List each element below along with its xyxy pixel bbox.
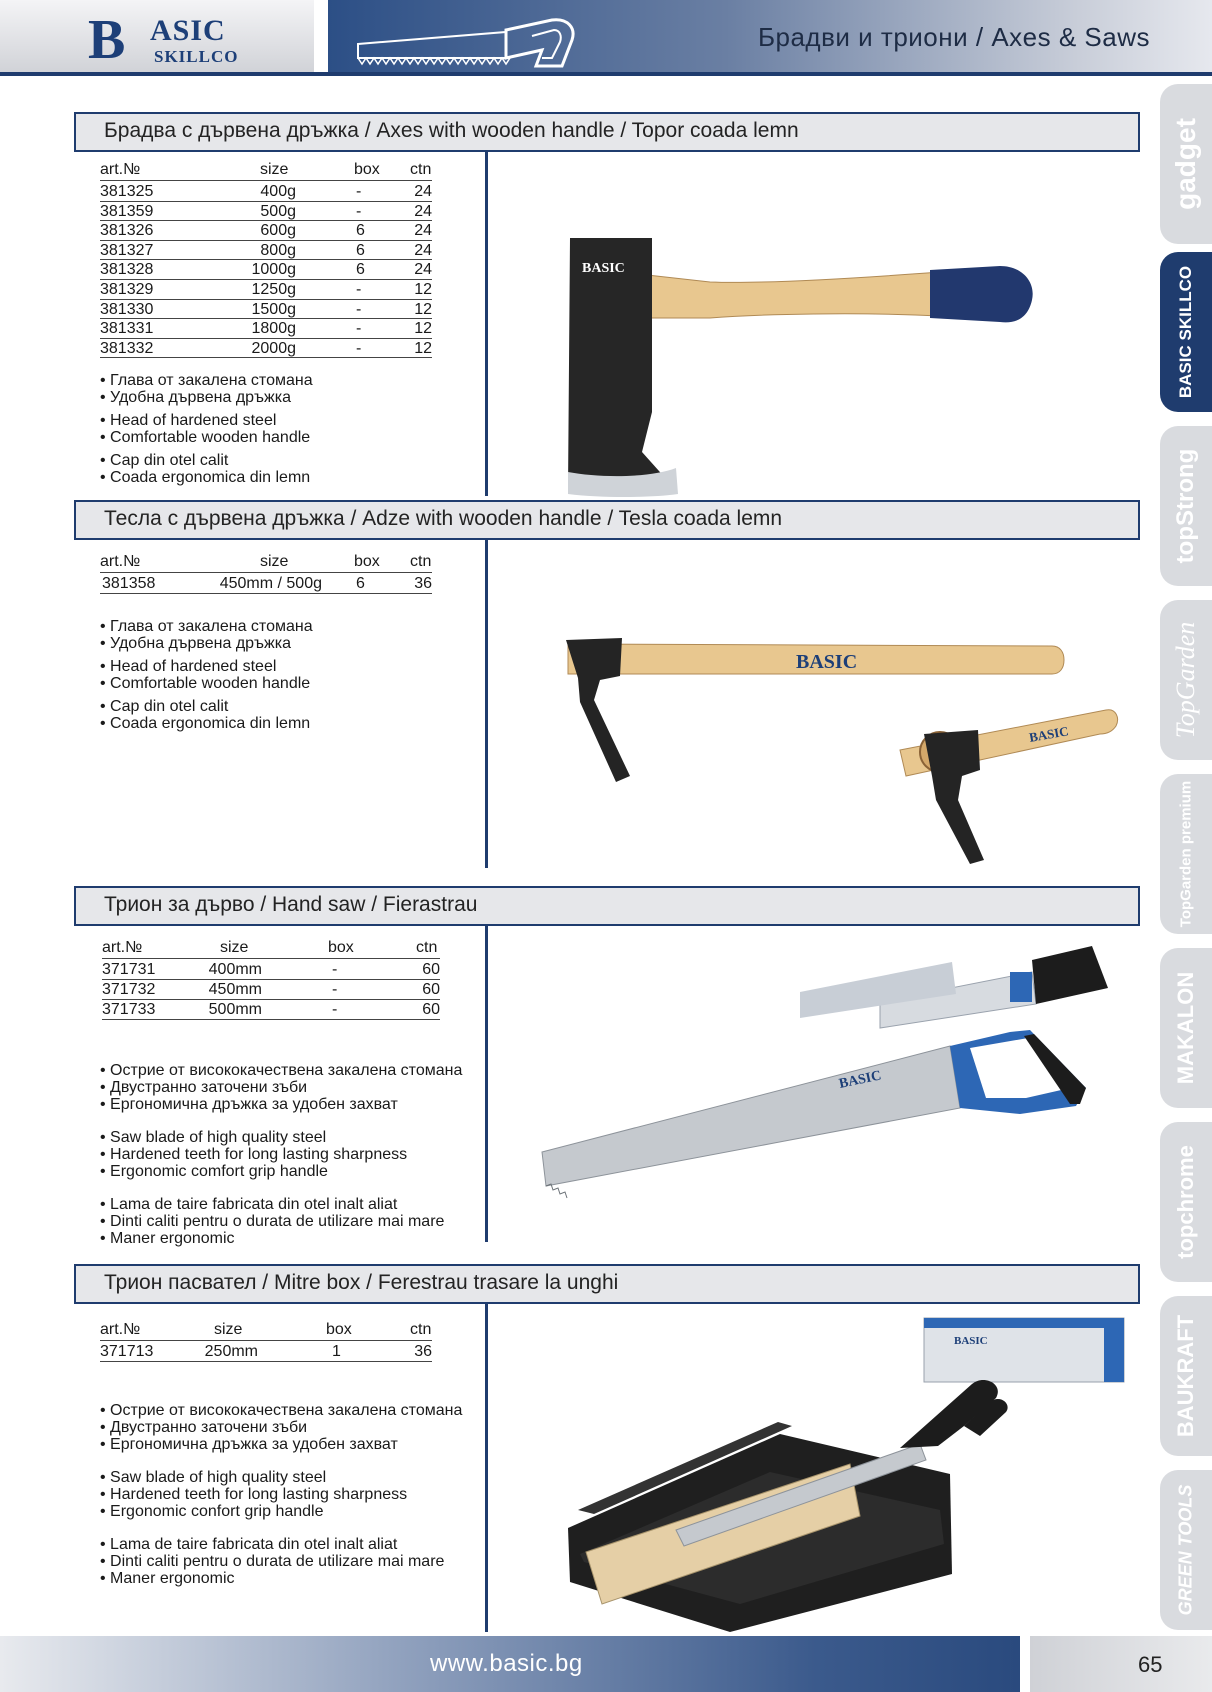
tab-label: BAUKRAFT — [1173, 1314, 1198, 1438]
table-cell: 381358 — [102, 575, 156, 592]
feature-item: • Острие от висококачествена закалена стомана — [100, 1402, 463, 1419]
table-cell: 381327 — [100, 241, 154, 259]
table-cell: 12 — [414, 300, 432, 318]
row-divider — [100, 357, 432, 358]
feature-item: • Comfortable wooden handle — [100, 675, 311, 692]
column-header: art.№ — [100, 1321, 141, 1338]
column-header: box — [354, 553, 380, 570]
table-cell: 6 — [356, 222, 365, 240]
feature-list — [100, 372, 313, 492]
feature-item: • Coada ergonomica din lemn — [100, 469, 311, 486]
feature-item: • Ergonomic comfort grip handle — [100, 1163, 328, 1180]
row-divider — [100, 1361, 432, 1362]
tab-label: GREEN TOOLS — [1175, 1484, 1196, 1616]
table-cell: 1 — [332, 1343, 341, 1360]
table-cell: 381326 — [100, 222, 154, 240]
tab-baukraft[interactable] — [1160, 1296, 1212, 1456]
table-cell: 500g — [260, 202, 296, 220]
tab-topgarden[interactable] — [1160, 600, 1212, 760]
column-header: ctn — [410, 1321, 432, 1338]
table-cell: 381330 — [100, 300, 154, 318]
feature-item: • Maner ergonomic — [100, 1570, 235, 1587]
table-cell: - — [356, 183, 362, 200]
mitre-box-image — [560, 1314, 1140, 1634]
tab-label: topchrome — [1173, 1145, 1198, 1259]
feature-item: • Cap din otel calit — [100, 698, 229, 715]
column-header: art.№ — [102, 939, 143, 956]
section-hand-saw — [0, 886, 1160, 1247]
product-table — [102, 938, 440, 1038]
table-cell: 1500g — [251, 300, 296, 318]
product-table — [100, 1320, 432, 1380]
column-header: art.№ — [100, 161, 141, 178]
svg-text:BASIC: BASIC — [954, 1335, 988, 1347]
section-adze — [0, 500, 1160, 868]
feature-item: • Saw blade of high quality steel — [100, 1469, 327, 1486]
row-divider — [100, 593, 432, 594]
table-cell: - — [332, 1001, 338, 1018]
header-title-panel — [328, 0, 1212, 76]
section-mitre-box — [0, 1264, 1160, 1632]
table-cell: 381359 — [100, 202, 154, 220]
column-header: size — [220, 939, 249, 956]
adze-image — [560, 630, 1120, 870]
tab-topchrome[interactable] — [1160, 1122, 1212, 1282]
tab-label: TopGarden premium — [1177, 780, 1195, 928]
svg-text:BASIC: BASIC — [796, 651, 858, 673]
feature-item: • Удобна дървена дръжка — [100, 635, 292, 652]
brand-tabs — [1160, 84, 1212, 1644]
table-cell: 6 — [356, 575, 365, 592]
column-header: art.№ — [100, 553, 141, 570]
page-number: 65 — [1138, 1652, 1163, 1677]
website-url[interactable]: www.basic.bg — [430, 1650, 583, 1677]
table-cell: 450mm — [208, 981, 262, 998]
table-cell: 371731 — [102, 961, 156, 978]
tab-basic-skillco[interactable] — [1160, 252, 1212, 412]
tab-label: gadget — [1170, 118, 1201, 210]
tab-topstrong[interactable] — [1160, 426, 1212, 586]
table-cell: - — [356, 202, 362, 220]
table-cell: 371713 — [100, 1343, 154, 1360]
feature-item: • Ергономична дръжка за удобен захват — [100, 1436, 398, 1453]
axe-image — [560, 232, 1080, 542]
feature-list — [100, 618, 313, 738]
column-header: size — [260, 161, 289, 178]
hand-saw-icon — [356, 14, 582, 70]
table-cell: 12 — [414, 320, 432, 338]
table-cell: 381325 — [100, 183, 154, 200]
svg-text:BASIC: BASIC — [582, 261, 625, 276]
svg-text:BASIC: BASIC — [837, 1068, 883, 1092]
table-cell: - — [332, 961, 338, 978]
column-header: box — [354, 161, 380, 178]
feature-item: • Удобна дървена дръжка — [100, 389, 292, 406]
feature-item: • Острие от висококачествена закалена стомана — [100, 1062, 463, 1079]
table-cell: 60 — [422, 1001, 440, 1018]
feature-item: • Глава от закалена стомана — [100, 618, 313, 635]
table-cell: 36 — [414, 1343, 432, 1360]
table-cell: 381329 — [100, 281, 154, 298]
feature-item: • Lama de taire fabricata din otel inalt aliat — [100, 1536, 398, 1553]
section-title: Брадва с дървена дръжка / Axes with wooden handle / Topor coada lemn — [104, 119, 799, 142]
product-table — [100, 552, 432, 612]
feature-item: • Dinti caliti pentru o durata de utilizare mai mare — [100, 1213, 445, 1230]
table-cell: 24 — [414, 202, 432, 220]
row-divider — [102, 1019, 440, 1020]
basic-skillco-logo: B ASIC SKILLCO — [88, 9, 239, 71]
table-cell: 24 — [414, 241, 432, 259]
table-cell: 371732 — [102, 981, 156, 998]
section-title: Трион за дърво / Hand saw / Fierastrau — [104, 893, 478, 916]
table-cell: - — [356, 339, 362, 357]
table-cell: 1000g — [251, 261, 296, 279]
tab-green-tools[interactable] — [1160, 1470, 1212, 1630]
page-header — [0, 0, 1212, 76]
column-header: size — [214, 1321, 243, 1338]
header-logo-panel — [0, 0, 318, 76]
table-cell: - — [356, 320, 362, 338]
tab-label: topStrong — [1172, 448, 1199, 564]
hand-saw-image — [540, 938, 1140, 1238]
feature-list — [100, 1062, 462, 1247]
feature-item: • Comfortable wooden handle — [100, 429, 311, 446]
table-cell: 6 — [356, 241, 365, 259]
table-cell: 1800g — [251, 320, 296, 338]
feature-item: • Двустранно заточени зъби — [100, 1419, 308, 1436]
column-header: box — [326, 1321, 352, 1338]
table-cell: 36 — [414, 575, 432, 592]
table-cell: 381328 — [100, 261, 154, 279]
feature-item: • Глава от закалена стомана — [100, 372, 313, 389]
section-title: Тесла с дървена дръжка / Adze with wooden handle / Tesla coada lemn — [104, 507, 783, 530]
tab-label: TopGarden — [1171, 621, 1200, 739]
table-cell: 2000g — [251, 339, 296, 357]
table-cell: 400mm — [208, 961, 262, 978]
table-cell: 24 — [414, 183, 432, 200]
tab-makalon[interactable] — [1160, 948, 1212, 1108]
table-cell: 800g — [260, 241, 296, 259]
feature-item: • Lama de taire fabricata din otel inalt aliat — [100, 1196, 398, 1213]
table-cell: 24 — [414, 222, 432, 240]
column-header: ctn — [410, 553, 432, 570]
table-cell: 12 — [414, 281, 432, 298]
tab-label: MAKALON — [1173, 971, 1198, 1085]
table-cell: 381332 — [100, 339, 154, 357]
tab-label: BASIC SKILLCO — [1176, 265, 1195, 399]
table-cell: 60 — [422, 961, 440, 978]
table-cell: - — [332, 981, 338, 998]
table-cell: 500mm — [208, 1001, 262, 1018]
section-title: Трион пасвател / Mitre box / Ferestrau trasare la unghi — [104, 1271, 619, 1294]
feature-item: • Hardened teeth for long lasting sharpness — [100, 1486, 408, 1503]
table-cell: 12 — [414, 339, 432, 357]
table-cell: 450mm / 500g — [219, 575, 322, 592]
feature-item: • Head of hardened steel — [100, 658, 277, 675]
tab-gadget[interactable] — [1160, 84, 1212, 244]
column-header: ctn — [416, 939, 438, 956]
page-title: Брадви и триони / Axes & Saws — [757, 22, 1150, 52]
feature-item: • Двустранно заточени зъби — [100, 1079, 308, 1096]
feature-list — [100, 1402, 462, 1587]
table-cell: 60 — [422, 981, 440, 998]
feature-item: • Cap din otel calit — [100, 452, 229, 469]
table-cell: 24 — [414, 261, 432, 279]
table-cell: 381331 — [100, 320, 154, 338]
column-header: box — [328, 939, 354, 956]
feature-item: • Hardened teeth for long lasting sharpness — [100, 1146, 408, 1163]
page-footer — [0, 1636, 1212, 1692]
svg-text:BASIC: BASIC — [1027, 723, 1070, 745]
feature-item: • Ергономична дръжка за удобен захват — [100, 1096, 398, 1113]
column-header: size — [260, 553, 289, 570]
feature-item: • Ergonomic confort grip handle — [100, 1503, 324, 1520]
feature-item: • Dinti caliti pentru o durata de utilizare mai mare — [100, 1553, 445, 1570]
tab-topgarden-premium[interactable] — [1160, 774, 1212, 934]
table-cell: 371733 — [102, 1001, 156, 1018]
column-header: ctn — [410, 161, 432, 178]
table-cell: 6 — [356, 261, 365, 279]
table-cell: 400g — [260, 183, 296, 200]
feature-item: • Head of hardened steel — [100, 412, 277, 429]
table-cell: 250mm — [204, 1343, 258, 1360]
feature-item: • Coada ergonomica din lemn — [100, 715, 311, 732]
table-cell: - — [356, 300, 362, 318]
feature-item: • Saw blade of high quality steel — [100, 1129, 327, 1146]
feature-item: • Maner ergonomic — [100, 1230, 235, 1247]
table-cell: 1250g — [251, 281, 296, 298]
section-axes — [0, 112, 1160, 496]
table-cell: 600g — [260, 222, 296, 240]
table-cell: - — [356, 281, 362, 298]
